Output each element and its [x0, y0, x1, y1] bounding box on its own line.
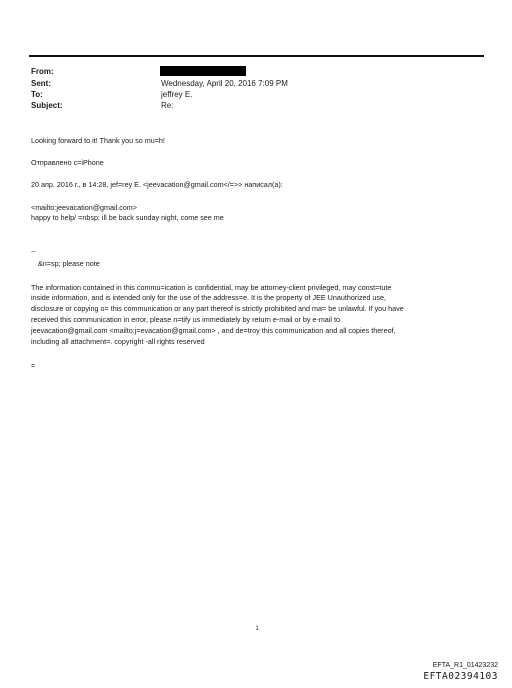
subject-value: Re:	[161, 101, 174, 110]
disclaimer-line-2: inside information, and is intended only for the use of the address=e. It is the property of JEE Unauthorized use,	[31, 293, 386, 302]
header-rule	[29, 55, 484, 57]
to-label: To:	[31, 90, 43, 99]
disclaimer-line-3: disclosure or copying o= this communication or any part thereof is strictly prohibited and ma= be unlawful. If you have	[31, 304, 404, 313]
from-label: From:	[31, 67, 54, 76]
efta-id-small: EFTA_R1_01423232	[432, 662, 498, 669]
subject-label: Subject:	[31, 101, 63, 110]
efta-id-large: EFTA02394103	[423, 671, 498, 682]
body-line-quote-header: 20 апр. 2016 г., в 14:28, jef=rey E. <jeevacation@gmail.com</=>> написал(а):	[31, 180, 283, 189]
body-line-mailto: <mailto:jeevacation@gmail.com>	[31, 203, 137, 212]
disclaimer-line-4: received this communication in error, please n=tify us immediately by return e-mail or by e-mail to	[31, 315, 340, 324]
disclaimer-line-5: jeevacation@gmail.com <mailto:j=evacation@gmail.com> , and de=troy this communication and all copies thereof,	[31, 326, 396, 335]
please-note: &n=sp; please note	[38, 259, 100, 268]
body-line-sent-from: Отправлено с=iPhone	[31, 158, 104, 167]
sent-value: Wednesday, April 20, 2016 7:09 PM	[161, 79, 288, 88]
signature-separator: --	[31, 247, 36, 256]
page-number: 1	[255, 626, 259, 632]
body-line-thanks: Looking forward to it! Thank you so mu=h!	[31, 136, 165, 145]
disclaimer-line-6: including all attachment=. copyright -all rights reserved	[31, 337, 205, 346]
trailing-equals: =	[31, 361, 36, 370]
redaction-block	[160, 66, 246, 76]
sent-label: Sent:	[31, 79, 51, 88]
to-value: jeffrey E.	[161, 90, 193, 99]
disclaimer-line-1: The information contained in this commu=ication is confidential, may be attorney-client privileged, may const=tute	[31, 283, 392, 292]
body-line-reply: happy to help/ =nbsp; ill be back sunday night, come see me	[31, 213, 224, 222]
